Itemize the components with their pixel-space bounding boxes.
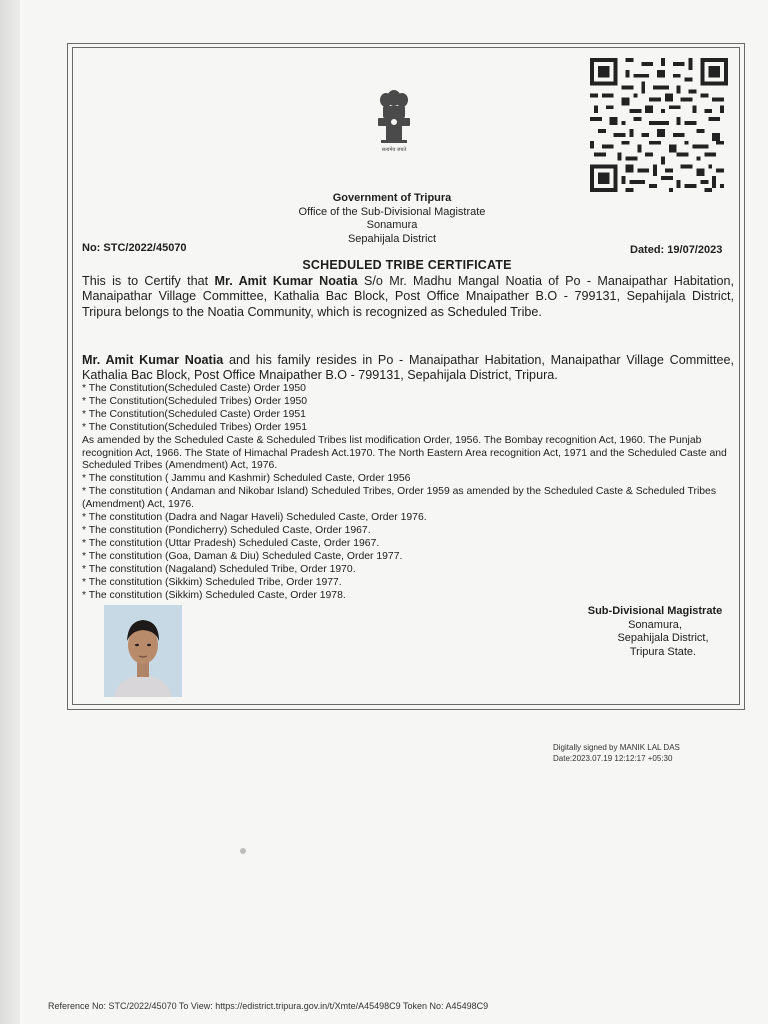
p1-intro: This is to Certify that	[82, 274, 215, 288]
p2-details: and his family resides in Po - Manaipathar Habitation, Manaipathar Village Committee, Kathalia Bac Block, Post Office Mnaipather B.O - 799131, Sepahijala District, Tripura.	[82, 353, 735, 383]
district-name: Sepahijala District	[347, 232, 437, 245]
p2-holder-name: Mr. Amit Kumar Noatia	[82, 353, 224, 367]
p1-details: S/o Mr. Madhu Mangal Noatia of Po - Manaipathar Habitation, Manaipathar Village Committee, Kathalia Bac Block, Post Office Mnaipather B.O - 799131, Sepahijala District, Tripura belongs to the Noatia Community, which is recognized as Scheduled Tribe.	[82, 274, 734, 319]
order-item: * The Constitution(Scheduled Caste) Order 1950	[82, 383, 306, 394]
certificate-date: Dated: 19/07/2023	[630, 244, 723, 256]
emblem-motto: सत्यमेव जयते	[381, 147, 407, 153]
subdivision-name: Sonamura	[366, 219, 418, 231]
certification-paragraph	[82, 274, 734, 320]
qr-code	[589, 58, 729, 192]
page-edge	[0, 0, 22, 1024]
order-item: * The constitution (Uttar Pradesh) Scheduled Caste, Order 1967.	[82, 537, 380, 549]
signatory-title: Sub-Divisional Magistrate	[587, 605, 723, 617]
reference-footer: Reference No: STC/2022/45070 To View: https://edistrict.tripura.gov.in/t/Xmte/A45498C9 Token No: A45498C9	[48, 1001, 489, 1011]
state-emblem	[366, 88, 422, 154]
paper-speck	[240, 848, 246, 854]
signatory-block	[575, 605, 735, 659]
residence-paragraph	[82, 353, 734, 384]
certificate-title: SCHEDULED TRIBE CERTIFICATE	[302, 258, 512, 272]
order-item: * The constitution ( Andaman and Nikobar Island) Scheduled Tribes, Order 1959 as amended by the Scheduled Caste & Scheduled Tribes (Amendment) Act, 1976.	[82, 486, 717, 511]
order-item: * The constitution (Pondicherry) Scheduled Caste, Order 1967.	[82, 524, 371, 536]
signatory-line: Sonamura,	[628, 618, 682, 631]
order-item: * The constitution (Dadra and Nagar Haveli) Scheduled Caste, Order 1976.	[82, 512, 427, 524]
order-item: * The constitution ( Jammu and Kashmir) Scheduled Caste, Order 1956	[82, 473, 411, 485]
order-item: * The Constitution(Scheduled Tribes) Order 1950	[82, 395, 308, 407]
order-item: * The constitution (Goa, Daman & Diu) Scheduled Caste, Order 1977.	[82, 550, 403, 562]
constitution-orders-list	[82, 383, 734, 602]
order-item: * The Constitution(Scheduled Tribes) Order 1951	[82, 421, 308, 433]
p1-holder-name: Mr. Amit Kumar Noatia	[214, 274, 358, 288]
signatory-line: Sepahijala District,	[617, 632, 709, 644]
digital-signed-by: Digitally signed by MANIK LAL DAS	[553, 743, 680, 752]
issuing-office-header	[250, 192, 534, 246]
order-item: * The Constitution(Scheduled Caste) Order 1951	[82, 408, 306, 420]
digital-signed-date: Date:2023.07.19 12:12:17 +05:30	[553, 754, 673, 763]
order-item: * The constitution (Sikkim) Scheduled Tribe, Order 1977.	[82, 576, 342, 588]
order-item: * The constitution (Sikkim) Scheduled Caste, Order 1978.	[82, 589, 346, 601]
digital-signature	[553, 742, 680, 764]
government-name: Government of Tripura	[332, 192, 452, 204]
order-item: As amended by the Scheduled Caste & Scheduled Tribes list modification Order, 1956. The Bombay recognition Act, 1960. The Punjab recognition Act, 1966. The State of Himachal Pradesh Act.1970. The North Eastern Area recognition Act, 1971 and the Scheduled Caste and Scheduled Tribes (Amendment) Act, 1976.	[82, 434, 727, 472]
signatory-line: Tripura State.	[629, 645, 697, 658]
holder-photo	[104, 605, 182, 697]
certificate-number: No: STC/2022/45070	[82, 242, 187, 254]
order-item: * The constitution (Nagaland) Scheduled Tribe, Order 1970.	[82, 563, 356, 575]
office-name: Office of the Sub-Divisional Magistrate	[298, 205, 486, 218]
